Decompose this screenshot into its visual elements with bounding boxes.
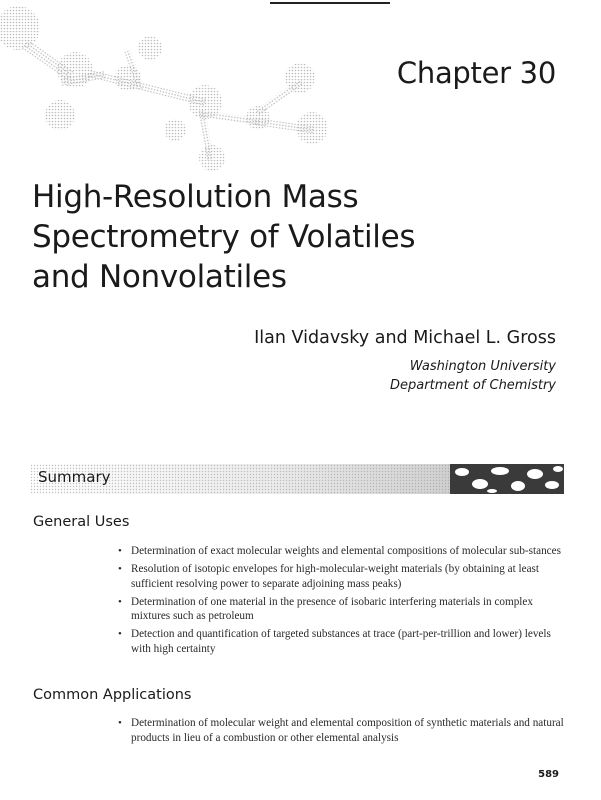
summary-label: Summary <box>38 468 111 486</box>
chapter-label: Chapter 30 <box>396 56 556 90</box>
title-line: High-Resolution Mass <box>32 179 359 215</box>
author-names: Ilan Vidavsky and Michael L. Gross <box>254 328 556 348</box>
molecule-illustration <box>0 0 340 190</box>
list-item: • Determination of one material in the presence of isobaric interfering materials in complex mixtures such as petroleum <box>118 595 564 624</box>
affiliation <box>390 357 556 395</box>
affiliation-line: Department of Chemistry <box>390 378 556 393</box>
list-item: • Determination of exact molecular weights and elemental compositions of molecular sub-stances <box>118 544 564 559</box>
page-number: 589 <box>538 769 559 780</box>
list-item: • Detection and quantification of targeted substances at trace (part-per-trillion and lower) levels with high certainty <box>118 627 564 656</box>
affiliation-line: Washington University <box>409 359 556 374</box>
section-heading-general-uses: General Uses <box>33 514 130 530</box>
summary-banner <box>30 464 564 494</box>
title-line: and Nonvolatiles <box>32 259 287 295</box>
list-item: • Resolution of isotopic envelopes for high-molecular-weight materials (by obtaining at least sufficient resolving power to separate adjoining mass peaks) <box>118 562 564 591</box>
general-uses-list <box>118 544 564 660</box>
common-applications-list <box>118 716 564 749</box>
list-item: • Determination of molecular weight and elemental composition of synthetic materials and natural products in lieu of a combustion or other elemental analysis <box>118 716 564 745</box>
section-heading-common-applications: Common Applications <box>33 687 192 703</box>
chapter-title <box>32 177 512 297</box>
title-line: Spectrometry of Volatiles <box>32 219 416 255</box>
